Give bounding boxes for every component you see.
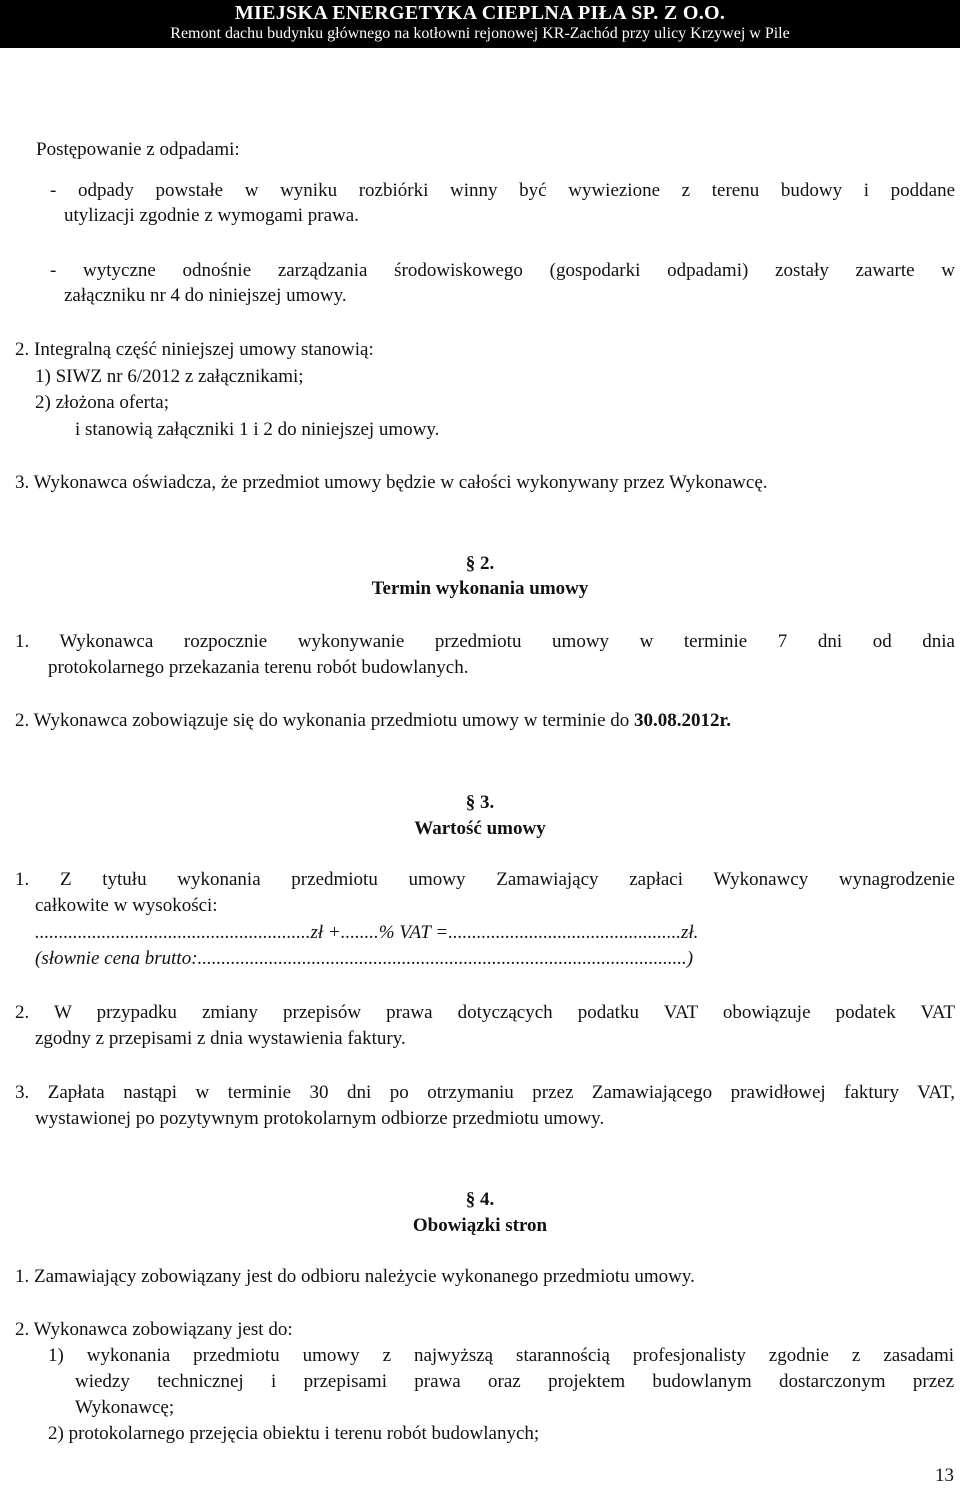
section-4-paragraph-2: 2. Wykonawca zobowiązany jest do:	[15, 1319, 293, 1340]
obligation-1-line-1: 1) wykonania przedmiotu umowy z najwyższą starannością profesjonalisty zgodnie z zasadami	[48, 1345, 954, 1366]
obligation-1-line-3: Wykonawcę;	[75, 1397, 175, 1418]
integral-parts-note: i stanowią załączniki 1 i 2 do niniejszej umowy.	[75, 419, 440, 440]
section-3-paragraph-3-line-2: wystawionej po pozytywnym protokolarnym odbiorze przedmiotu umowy.	[35, 1108, 605, 1129]
section-2-paragraph-1-line-1: 1. Wykonawca rozpocznie wykonywanie przedmiotu umowy w terminie 7 dni od dnia	[15, 631, 955, 652]
section-4-title: Obowiązki stron	[412, 1215, 548, 1236]
section-3-paragraph-3-line-1: 3. Zapłata nastąpi w terminie 30 dni po otrzymaniu przez Zamawiającego prawidłowej faktury VAT,	[15, 1082, 955, 1103]
contractor-statement: 3. Wykonawca oświadcza, że przedmiot umowy będzie w całości wykonywany przez Wykonawcę.	[15, 472, 768, 493]
project-title: Remont dachu budynku głównego na kotłowni rejonowej KR-Zachód przy ulicy Krzywej w Pile	[170, 25, 790, 42]
section-3-paragraph-1-line-2: całkowite w wysokości:	[35, 895, 218, 916]
integral-parts-heading: 2. Integralną część niniejszej umowy stanowią:	[15, 339, 374, 360]
section-4-number: § 4.	[465, 1189, 495, 1210]
obligation-2: 2) protokolarnego przejęcia obiektu i terenu robót budowlanych;	[48, 1423, 540, 1444]
price-in-words-line: (słownie cena brutto:.......................................................................................................)	[35, 948, 694, 969]
section-3-paragraph-2-line-2: zgodny z przepisami z dnia wystawienia faktury.	[35, 1028, 406, 1049]
section-2-title: Termin wykonania umowy	[371, 578, 589, 599]
section-3-paragraph-1-line-1: 1. Z tytułu wykonania przedmiotu umowy Zamawiający zapłaci Wykonawcy wynagrodzenie	[15, 869, 955, 890]
company-name: MIEJSKA ENERGETYKA CIEPLNA PIŁA SP. Z O.O.	[234, 2, 726, 24]
waste-item-1-line-2: utylizacji zgodnie z wymogami prawa.	[64, 205, 359, 226]
integral-part-2: 2) złożona oferta;	[35, 392, 169, 413]
integral-part-1: 1) SIWZ nr 6/2012 z załącznikami;	[35, 366, 304, 387]
section-4-paragraph-1: 1. Zamawiający zobowiązany jest do odbioru należycie wykonanego przedmiotu umowy.	[15, 1266, 695, 1287]
document-header	[0, 0, 960, 48]
waste-item-2-line-1: - wytyczne odnośnie zarządzania środowiskowego (gospodarki odpadami) zostały zawarte w	[50, 260, 955, 281]
page-number: 13	[935, 1465, 954, 1486]
completion-date: 30.08.2012r.	[634, 710, 731, 731]
price-line: ..........................................................zł +........% VAT =.................................................zł.	[35, 922, 699, 943]
obligation-1-line-2: wiedzy technicznej i przepisami prawa oraz projektem budowlanym dostarczonym przez	[75, 1371, 954, 1392]
waste-heading: Postępowanie z odpadami:	[36, 139, 240, 160]
section-2-paragraph-2: 2. Wykonawca zobowiązuje się do wykonania przedmiotu umowy w terminie do 30.08.2012r.	[15, 710, 731, 731]
section-2-number: § 2.	[465, 553, 495, 574]
section-3-number: § 3.	[465, 792, 495, 813]
section-2-paragraph-1-line-2: protokolarnego przekazania terenu robót budowlanych.	[48, 657, 469, 678]
section-3-title: Wartość umowy	[414, 818, 546, 839]
waste-item-2-line-2: załączniku nr 4 do niniejszej umowy.	[64, 285, 347, 306]
section-3-paragraph-2-line-1: 2. W przypadku zmiany przepisów prawa dotyczących podatku VAT obowiązuje podatek VAT	[15, 1002, 955, 1023]
waste-item-1-line-1: - odpady powstałe w wyniku rozbiórki winny być wywiezione z terenu budowy i poddane	[50, 180, 955, 201]
